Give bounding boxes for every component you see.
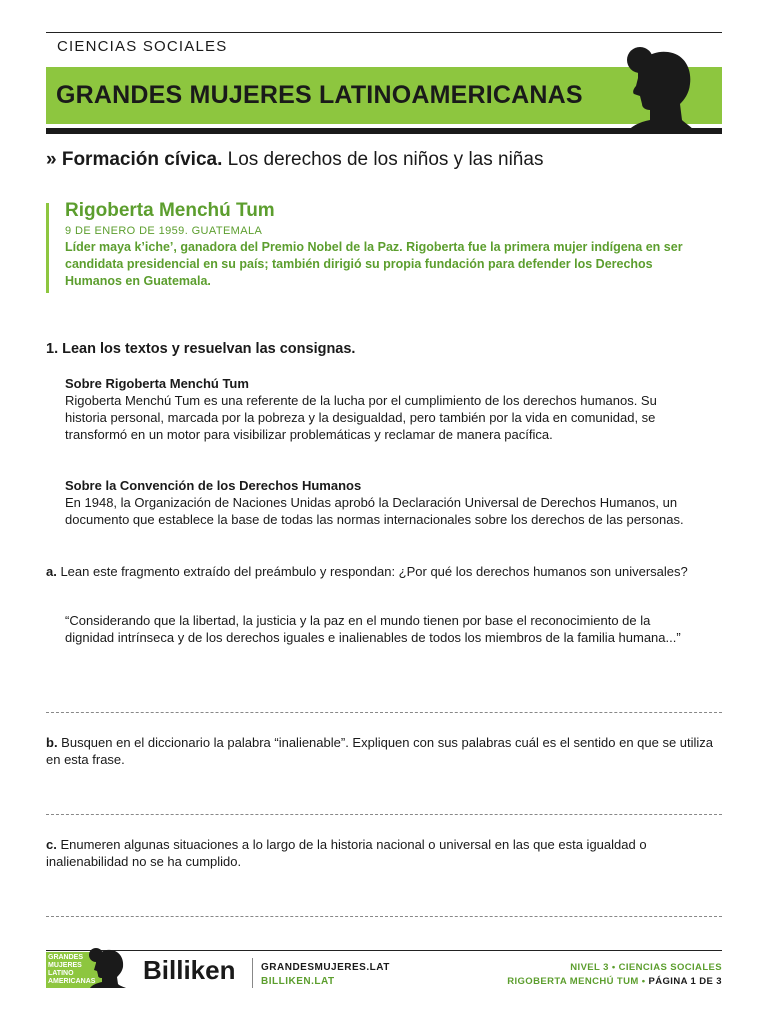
- billiken-logo: Billiken: [143, 955, 236, 985]
- text-block-convencion: [65, 477, 685, 528]
- subject-label: CIENCIAS SOCIALES: [57, 38, 228, 55]
- footer-level: NIVEL 3 • CIENCIAS SOCIALES: [570, 962, 722, 973]
- logo-line: GRANDES: [48, 954, 84, 961]
- logo-line: LATINO: [48, 970, 74, 977]
- bio-description: Líder maya k’iche’, ganadora del Premio Nobel de la Paz. Rigoberta fue la primera mujer indígena en ser candidata presidencial en su país; también dirigió su propia fundación para defender los Derechos Humanos en Guatemala.: [65, 240, 683, 288]
- question-letter: b.: [46, 735, 58, 750]
- logo-silhouette-icon: [86, 946, 126, 988]
- banner-title: GRANDES MUJERES LATINOAMERICANAS: [56, 81, 583, 109]
- footer-separator: [252, 958, 253, 988]
- question-text: Busquen en el diccionario la palabra “inalienable”. Expliquen con sus palabras cuál es el sentido en que se utiliza en esta frase.: [46, 735, 714, 767]
- question-letter: a.: [46, 564, 57, 579]
- question-1-heading: 1. Lean los textos y resuelvan las consignas.: [46, 341, 356, 357]
- bio-name: Rigoberta Menchú Tum: [65, 200, 275, 221]
- section-title: [46, 149, 543, 171]
- section-title-prefix: » Formación cívica.: [46, 149, 223, 170]
- answer-line-b[interactable]: [46, 814, 722, 815]
- footer-rule: [46, 950, 722, 951]
- question-text: Lean este fragmento extraído del preámbulo y respondan: ¿Por qué los derechos humanos son universales?: [56, 564, 688, 579]
- site-link-billiken[interactable]: BILLIKEN.LAT: [261, 976, 335, 987]
- text-block-heading: Sobre la Convención de los Derechos Humanos: [65, 478, 362, 493]
- footer-person: RIGOBERTA MENCHÚ TUM •: [507, 976, 649, 987]
- question-text: Enumeren algunas situaciones a lo largo de la historia nacional o universal en las que esta igualdad o inalienabilidad no se ha cumplido.: [46, 837, 647, 869]
- text-block-body: En 1948, la Organización de Naciones Unidas aprobó la Declaración Universal de Derechos Humanos, un documento que establece la base de todas las normas internacionales sobre los derechos de las personas.: [65, 495, 684, 527]
- answer-line-c[interactable]: [46, 916, 722, 917]
- logo-line: MUJERES: [48, 962, 82, 969]
- header-rule: [46, 32, 722, 33]
- section-title-rest: Los derechos de los niños y las niñas: [222, 149, 544, 170]
- bio-date: 9 DE ENERO DE 1959. GUATEMALA: [65, 225, 263, 237]
- question-a: [46, 563, 716, 580]
- preamble-quote: “Considerando que la libertad, la justicia y la paz en el mundo tienen por base el reconocimiento de la dignidad intrínseca y de los derechos iguales e inalienables de todos los miembros de la familia humana...”: [65, 613, 681, 645]
- logo-line: AMERICANAS: [48, 978, 96, 985]
- text-block-rigoberta: [65, 375, 685, 443]
- question-c: [46, 836, 716, 870]
- site-link-grandesmujeres[interactable]: GRANDESMUJERES.LAT: [261, 962, 390, 973]
- footer-page-info: [507, 976, 722, 987]
- woman-silhouette-icon: [620, 44, 696, 134]
- question-letter: c.: [46, 837, 57, 852]
- answer-line-a[interactable]: [46, 712, 722, 713]
- footer-page-number: PÁGINA 1 DE 3: [648, 976, 722, 987]
- question-b: [46, 734, 716, 768]
- text-block-heading: Sobre Rigoberta Menchú Tum: [65, 376, 249, 391]
- text-block-body: Rigoberta Menchú Tum es una referente de la lucha por el cumplimiento de los derechos humanos. Su historia personal, marcada por la pobreza y la desigualdad, pero también por la vida en comunidad, se transformó en un motor para visibilizar problemáticas y reclamar de manera pacífica.: [65, 393, 657, 442]
- bio-accent-bar: [46, 203, 49, 293]
